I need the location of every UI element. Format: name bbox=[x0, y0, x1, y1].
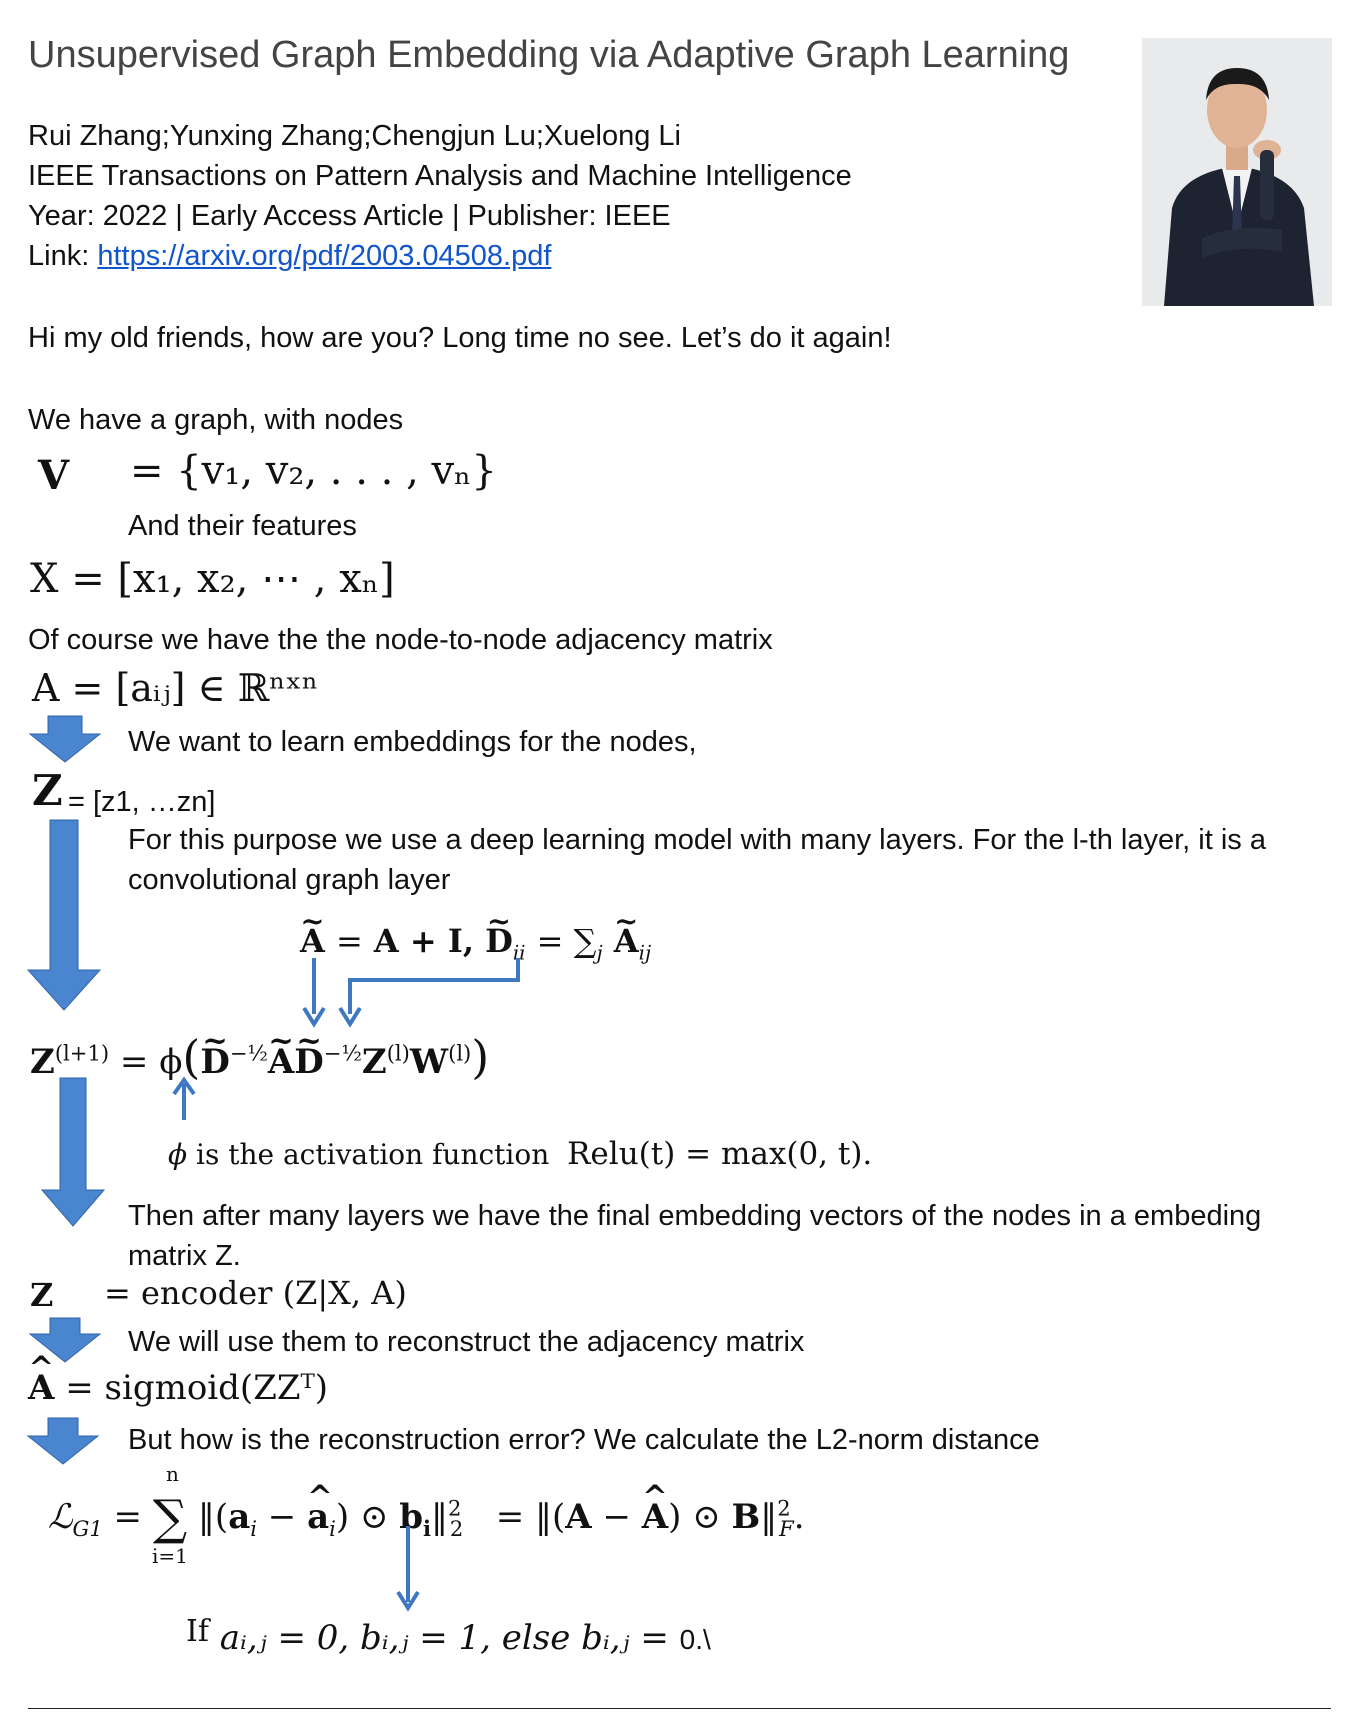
encoder-equation: = encoder (Z|X, A) bbox=[104, 1274, 407, 1312]
down-arrow-5 bbox=[26, 1418, 112, 1464]
z-definition: = [z1, …zn] bbox=[68, 786, 216, 818]
author-photo-graphic bbox=[1142, 38, 1332, 306]
relu-equation: Relu(t) = max(0, t). bbox=[567, 1136, 873, 1172]
learn-embeddings-text: We want to learn embeddings for the nodes, bbox=[128, 726, 697, 758]
greeting: Hi my old friends, how are you? Long time no see. Let’s do it again! bbox=[28, 322, 892, 354]
link-label: Link: bbox=[28, 240, 98, 272]
paper-title: Unsupervised Graph Embedding via Adaptive Graph Learning bbox=[28, 34, 1070, 76]
sum-upper-limit: n bbox=[166, 1462, 179, 1486]
down-arrow-3 bbox=[42, 1078, 108, 1226]
error-question-text: But how is the reconstruction error? We calculate the L2-norm distance bbox=[128, 1424, 1040, 1456]
journal: IEEE Transactions on Pattern Analysis and Machine Intelligence bbox=[28, 160, 852, 192]
if-condition: aᵢ,ⱼ = 0, bᵢ,ⱼ = 1, else bᵢ,ⱼ = bbox=[219, 1618, 669, 1658]
purpose-text: For this purpose we use a deep learning model with many layers. For the l-th layer, it is a convolutional graph layer bbox=[128, 824, 1266, 896]
authors: Rui Zhang;Yunxing Zhang;Chengjun Lu;Xuelong Li bbox=[28, 120, 681, 152]
adjacency-intro: Of course we have the the node-to-node adjacency matrix bbox=[28, 624, 773, 656]
v-set-equation: = {v₁, v₂, . . . , vₙ} bbox=[130, 448, 497, 494]
reconstruct-text: We will use them to reconstruct the adjacency matrix bbox=[128, 1326, 805, 1358]
v-symbol: V bbox=[38, 452, 70, 499]
x-feature-equation: X = [x₁, x₂, ⋯ , xₙ] bbox=[30, 556, 395, 602]
connector-arrows bbox=[300, 958, 530, 1028]
activation-line bbox=[168, 1136, 872, 1172]
nodes-intro: We have a graph, with nodes bbox=[28, 404, 404, 436]
down-arrow-1 bbox=[26, 716, 116, 762]
author-photo bbox=[1142, 38, 1332, 306]
loss-equation: ℒ$_{G1}$ = ∑ $‖(a_i$ − ^ $a_i$) ⊙ $b_i‖^2_2$ = ‖(A − ^ A) ⊙ B‖$^2_F$. bbox=[48, 1490, 805, 1546]
sigmoid-equation: ^ A = sigmoid(ZZᵀ) bbox=[28, 1368, 328, 1408]
sum-lower-limit: i=1 bbox=[152, 1544, 188, 1568]
z-encoder-symbol: Z bbox=[30, 1276, 54, 1314]
z-symbol: Z bbox=[32, 766, 63, 815]
sigmoid-formula: = sigmoid(ZZᵀ) bbox=[65, 1368, 328, 1408]
if-condition-line bbox=[186, 1614, 711, 1658]
activation-text: is the activation function bbox=[196, 1138, 550, 1171]
down-arrow-b bbox=[394, 1526, 424, 1610]
bottom-divider bbox=[28, 1708, 1331, 1709]
gcn-layer-equation: $Z^{(l+1)}$ = ϕ(~ $D^{-\frac{1}{2}}\sim$ A~ $D^{-\frac{1}{2}}Z^{(l)}W^{(l)}$) bbox=[30, 1030, 489, 1084]
a-tilde-equation: ~ A = A + I, ~ $D_{ii} = \sum_j$ ~ $A_{ij}$ bbox=[300, 922, 651, 964]
up-arrow-phi bbox=[170, 1078, 200, 1120]
paper-link[interactable]: https://arxiv.org/pdf/2003.04508.pdf bbox=[97, 240, 552, 272]
adjacency-equation: A = [aᵢⱼ] ∈ ℝⁿˣⁿ bbox=[32, 666, 319, 710]
link-line bbox=[28, 236, 551, 276]
phi-symbol: ϕ bbox=[168, 1138, 188, 1171]
if-label: If bbox=[186, 1614, 209, 1649]
final-embedding-text: Then after many layers we have the final embedding vectors of the nodes in a embeding matrix Z. bbox=[128, 1200, 1262, 1272]
features-intro: And their features bbox=[128, 510, 357, 542]
year-line: Year: 2022 | Early Access Article | Publisher: IEEE bbox=[28, 200, 671, 232]
else-value: 0.\ bbox=[679, 1624, 711, 1655]
down-arrow-2 bbox=[22, 820, 102, 1010]
